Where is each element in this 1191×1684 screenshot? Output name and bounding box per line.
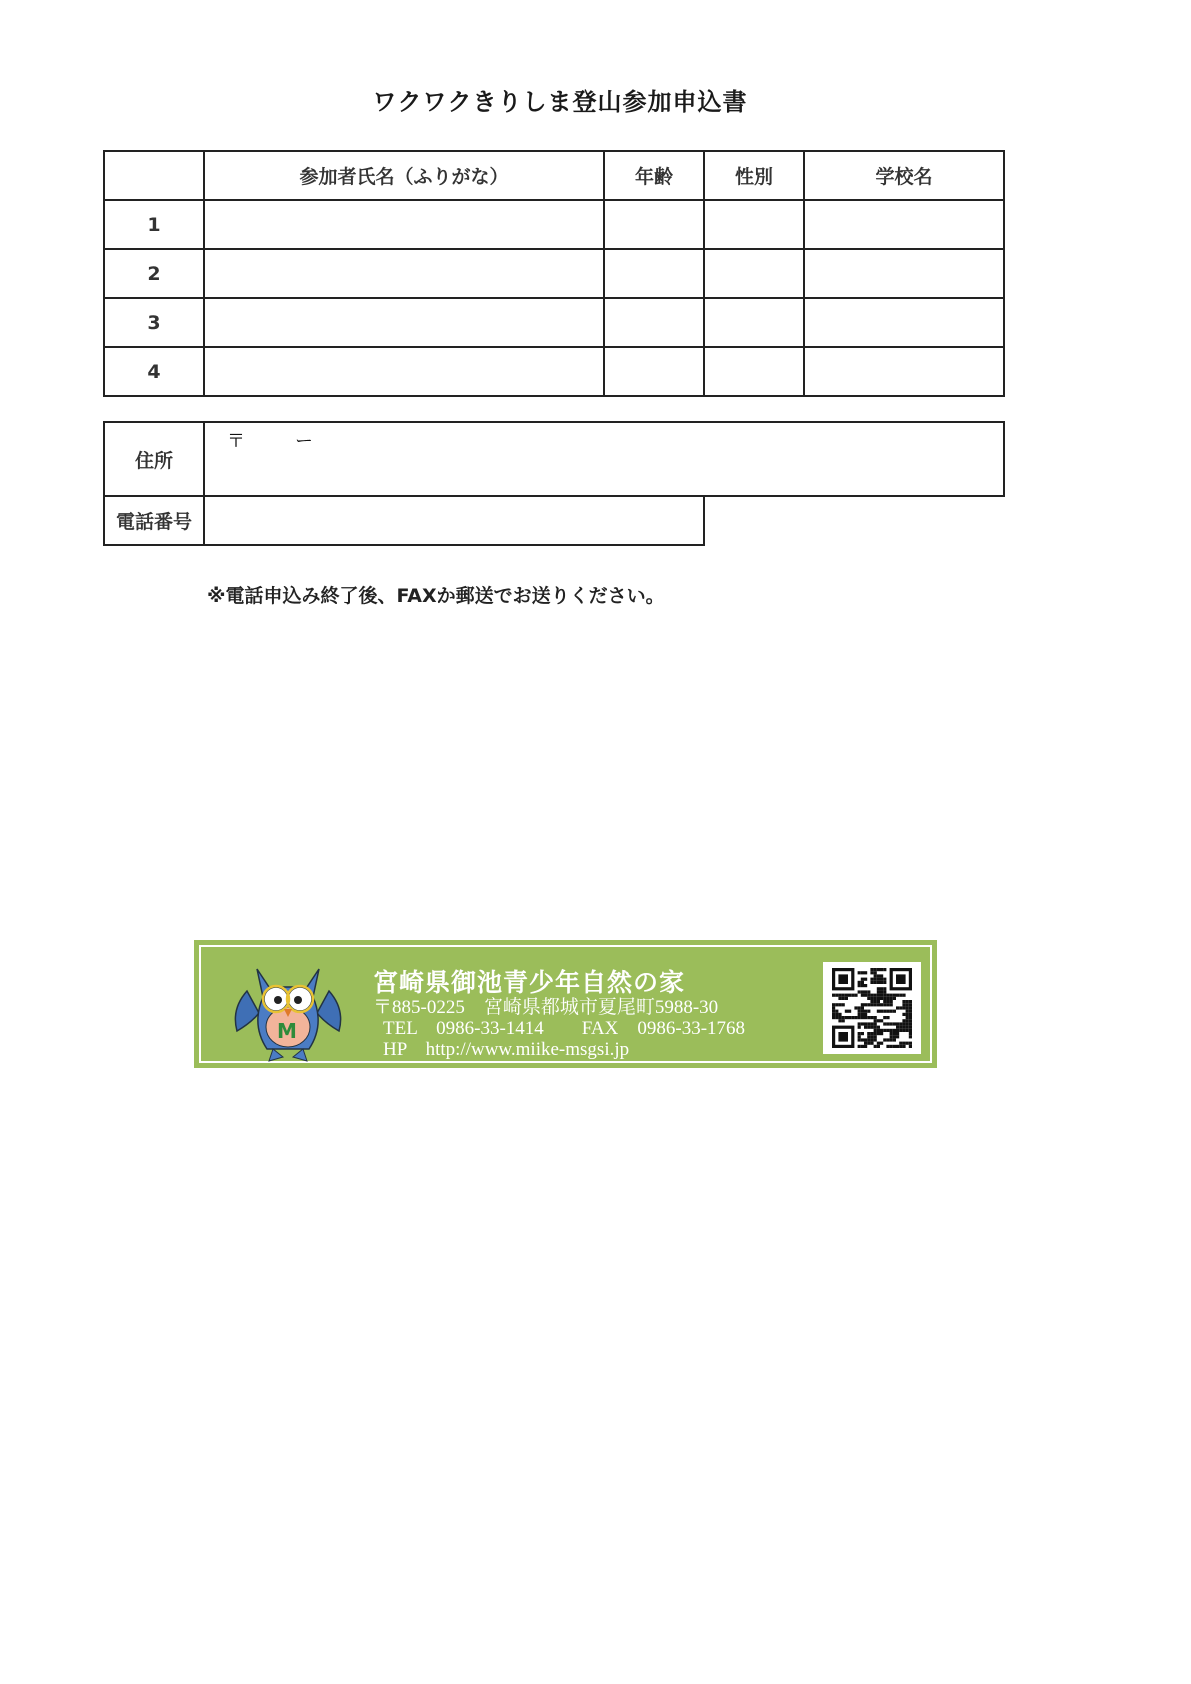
header-school: 学校名 xyxy=(804,151,1004,200)
phone-row xyxy=(104,496,1004,545)
submission-note: ※電話申込み終了後、FAXか郵送でお送りください。 xyxy=(207,585,665,607)
name-cell[interactable] xyxy=(204,200,604,249)
age-cell[interactable] xyxy=(604,200,704,249)
organization-banner xyxy=(194,940,937,1068)
gender-cell[interactable] xyxy=(704,249,804,298)
gender-cell[interactable] xyxy=(704,298,804,347)
table-row xyxy=(104,298,1004,347)
blank-cell xyxy=(704,496,1004,545)
postal-code-area xyxy=(227,427,313,453)
form-title: ワクワクきりしま登山参加申込書 xyxy=(372,88,748,116)
phone-label: 電話番号 xyxy=(104,496,204,545)
contact-table xyxy=(103,421,1005,546)
organization-phone-fax: TEL 0986-33-1414 FAX 0986-33-1768 xyxy=(383,1018,746,1039)
age-cell[interactable] xyxy=(604,249,704,298)
header-number xyxy=(104,151,204,200)
organization-website: HP http://www.miike-msgsi.jp xyxy=(383,1039,630,1060)
school-cell[interactable] xyxy=(804,347,1004,396)
name-cell[interactable] xyxy=(204,347,604,396)
row-number: 4 xyxy=(104,347,204,396)
gender-cell[interactable] xyxy=(704,200,804,249)
table-row xyxy=(104,249,1004,298)
mascot-letter: M xyxy=(277,1019,297,1043)
school-cell[interactable] xyxy=(804,200,1004,249)
organization-name: 宮崎県御池青少年自然の家 xyxy=(373,968,686,997)
qr-code-icon xyxy=(823,962,921,1054)
school-cell[interactable] xyxy=(804,249,1004,298)
header-age: 年齢 xyxy=(604,151,704,200)
address-field[interactable] xyxy=(204,422,1004,496)
age-cell[interactable] xyxy=(604,298,704,347)
participants-table xyxy=(103,150,1005,397)
address-row xyxy=(104,422,1004,496)
row-number: 3 xyxy=(104,298,204,347)
postal-dash: ー xyxy=(295,431,313,452)
owl-mascot-icon xyxy=(229,957,347,1067)
gender-cell[interactable] xyxy=(704,347,804,396)
banner-frame xyxy=(199,945,932,1063)
row-number: 1 xyxy=(104,200,204,249)
table-header-row xyxy=(104,151,1004,200)
age-cell[interactable] xyxy=(604,347,704,396)
address-label: 住所 xyxy=(104,422,204,496)
school-cell[interactable] xyxy=(804,298,1004,347)
phone-field[interactable] xyxy=(204,496,704,545)
header-name: 参加者氏名（ふりがな） xyxy=(204,151,604,200)
organization-address: 〒885-0225 宮崎県都城市夏尾町5988-30 xyxy=(373,997,719,1018)
header-gender: 性別 xyxy=(704,151,804,200)
name-cell[interactable] xyxy=(204,249,604,298)
table-row xyxy=(104,200,1004,249)
name-cell[interactable] xyxy=(204,298,604,347)
row-number: 2 xyxy=(104,249,204,298)
postal-mark: 〒 xyxy=(227,431,245,452)
table-row xyxy=(104,347,1004,396)
